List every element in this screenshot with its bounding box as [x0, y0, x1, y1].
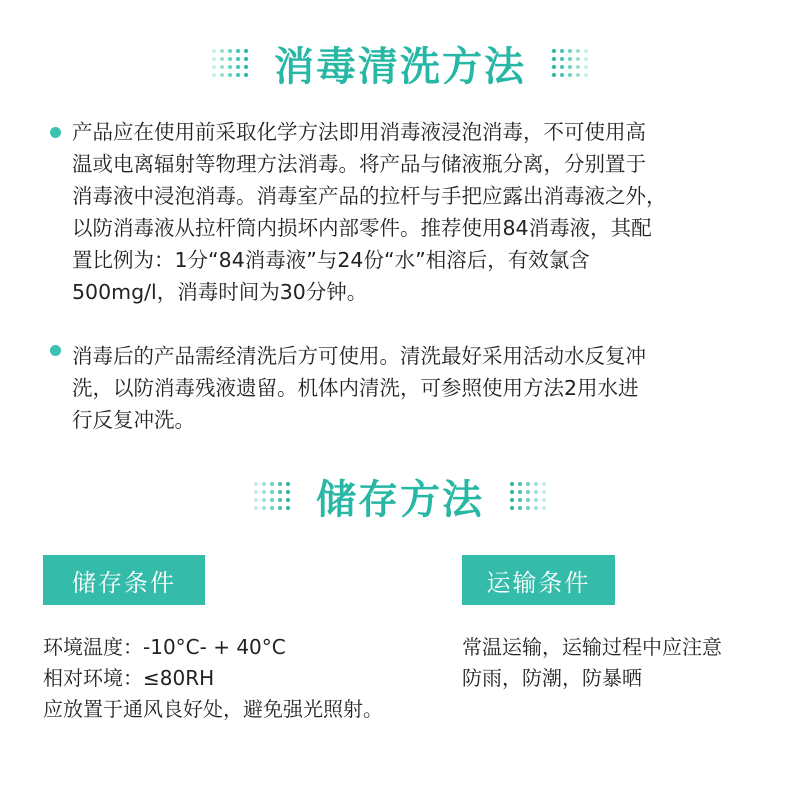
section-heading-storage: [0, 468, 800, 524]
bullet-icon: [50, 345, 61, 356]
transport-condition-badge: 运输条件: [462, 555, 615, 605]
transport-condition-list: [462, 632, 792, 694]
paragraph-line: 消毒后的产品需经清洗后方可使用。清洗最好采用活动水反复冲: [72, 344, 646, 368]
paragraph-line: 以防消毒液从拉杆筒内损坏内部零件。推荐使用84消毒液，其配: [72, 216, 652, 240]
transport-line: 常温运输，运输过程中应注意: [462, 635, 722, 659]
decorative-dots-icon: [552, 49, 588, 77]
decorative-dots-icon: [212, 49, 248, 77]
paragraph-line: 温或电离辐射等物理方法消毒。将产品与储液瓶分离，分别置于: [72, 152, 646, 176]
paragraph-line: 500mg/l，消毒时间为30分钟。: [72, 280, 368, 304]
paragraph-line: 置比例为：1分“84消毒液”与24份“水”相溶后，有效氯含: [72, 248, 590, 272]
storage-condition-badge: 储存条件: [43, 555, 205, 605]
decorative-dots-icon: [510, 482, 546, 510]
paragraph-line: 行反复冲洗。: [72, 408, 195, 432]
paragraph-line: 洗，以防消毒残液遗留。机体内清洗，可参照使用方法2用水进: [72, 376, 639, 400]
transport-line: 防雨，防潮，防暴晒: [462, 666, 642, 690]
decorative-dots-icon: [254, 482, 290, 510]
cleaning-title: 消毒清洗方法: [274, 43, 526, 90]
storage-condition-list: [43, 632, 463, 725]
paragraph-line: 消毒液中浸泡消毒。消毒室产品的拉杆与手把应露出消毒液之外，: [72, 184, 667, 208]
storage-title: 储存方法: [316, 476, 484, 523]
paragraph-line: 产品应在使用前采取化学方法即用消毒液浸泡消毒，不可使用高: [72, 120, 646, 144]
cleaning-paragraph-1: [72, 116, 762, 308]
storage-line: 环境温度：-10°C- + 40°C: [43, 635, 286, 659]
cleaning-paragraph-2: [72, 340, 762, 436]
bullet-icon: [50, 127, 61, 138]
storage-line: 相对环境：≤80RH: [43, 666, 215, 690]
section-heading-cleaning: [0, 38, 800, 88]
storage-line: 应放置于通风良好处，避免强光照射。: [43, 697, 383, 721]
